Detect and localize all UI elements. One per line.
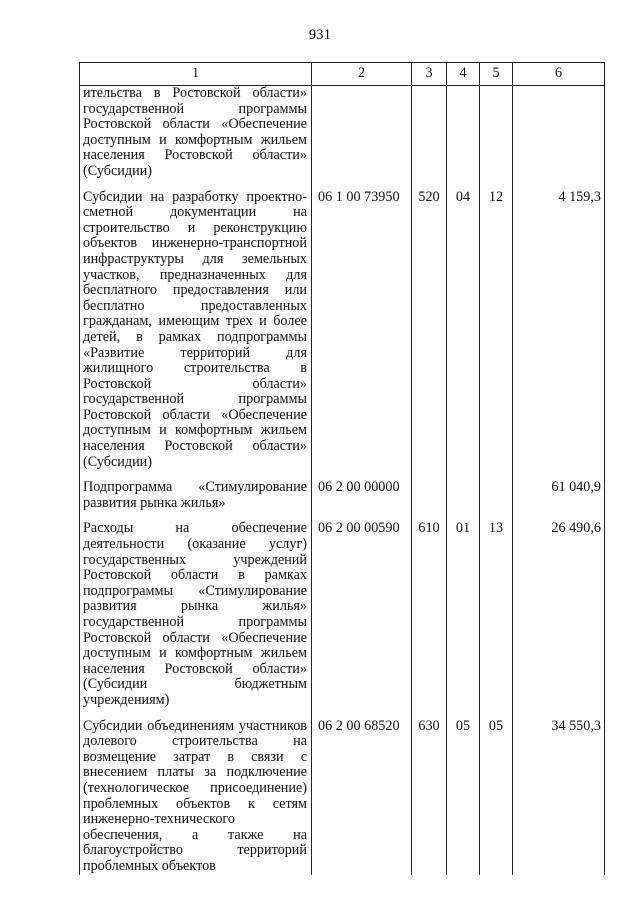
table-row <box>80 190 605 471</box>
row-col3: 630 <box>412 719 447 875</box>
row-col3: 520 <box>412 190 447 471</box>
row-amount: 61 040,9 <box>513 480 605 511</box>
page-number: 931 <box>308 27 332 43</box>
column-header-6: 6 <box>513 63 605 86</box>
table-row <box>80 86 605 180</box>
row-description: ительства в Ростовской области» государственной программы Ростовской области «Обеспечение доступным и комфортным жильем населения Ростовской области» (Субсидии) <box>80 86 312 180</box>
row-col3 <box>412 480 447 511</box>
row-amount: 34 550,3 <box>513 719 605 875</box>
column-header-5: 5 <box>480 63 513 86</box>
row-col3 <box>412 86 447 180</box>
row-code: 06 2 00 00590 <box>312 521 412 708</box>
row-description: Подпрограмма «Стимулирование развития рынка жилья» <box>80 480 312 511</box>
row-col4: 04 <box>447 190 480 471</box>
row-code: 06 2 00 00000 <box>312 480 412 511</box>
row-code: 06 1 00 73950 <box>312 190 412 471</box>
row-amount: 26 490,6 <box>513 521 605 708</box>
row-col4 <box>447 86 480 180</box>
table-header-row <box>80 63 605 86</box>
row-amount: 4 159,3 <box>513 190 605 471</box>
row-code: 06 2 00 68520 <box>312 719 412 875</box>
column-header-2: 2 <box>312 63 412 86</box>
row-col5 <box>480 86 513 180</box>
row-amount <box>513 86 605 180</box>
row-description: Субсидии объединениям участников долевого строительства на возмещение затрат в связи с внесением платы за подключение (технологическое присоединение) проблемных объектов к сетям инженерно-технического обеспечения, а также на благоустройство территорий проблемных объектов <box>80 719 312 875</box>
row-col4: 05 <box>447 719 480 875</box>
column-header-1: 1 <box>80 63 312 86</box>
table-row <box>80 521 605 708</box>
row-code <box>312 86 412 180</box>
row-col3: 610 <box>412 521 447 708</box>
column-header-4: 4 <box>447 63 480 86</box>
row-col5: 05 <box>480 719 513 875</box>
table-row <box>80 719 605 875</box>
column-header-3: 3 <box>412 63 447 86</box>
row-col5: 13 <box>480 521 513 708</box>
table-row <box>80 480 605 511</box>
row-col5 <box>480 480 513 511</box>
row-description: Субсидии на разработку проектно-сметной документации на строительство и реконструкцию объектов инженерно-транспортной инфраструктуры для земельных участков, предназначенных для бесплатного предоставления или бесплатно предоставленных гражданам, имеющим трех и более детей, в рамках подпрограммы «Развитие территорий для жилищного строительства в Ростовской области» государственной программы Ростовской области «Обеспечение доступным и комфортным жильем населения Ростовской области» (Субсидии) <box>80 190 312 471</box>
row-col5: 12 <box>480 190 513 471</box>
budget-table <box>79 62 605 875</box>
row-description: Расходы на обеспечение деятельности (оказание услуг) государственных учреждений Ростовской области в рамках подпрограммы «Стимулирование развития рынка жилья» государственной программы Ростовской области «Обеспечение доступным и комфортным жильем населения Ростовской области» (Субсидии бюджетным учреждениям) <box>80 521 312 708</box>
row-col4 <box>447 480 480 511</box>
row-col4: 01 <box>447 521 480 708</box>
